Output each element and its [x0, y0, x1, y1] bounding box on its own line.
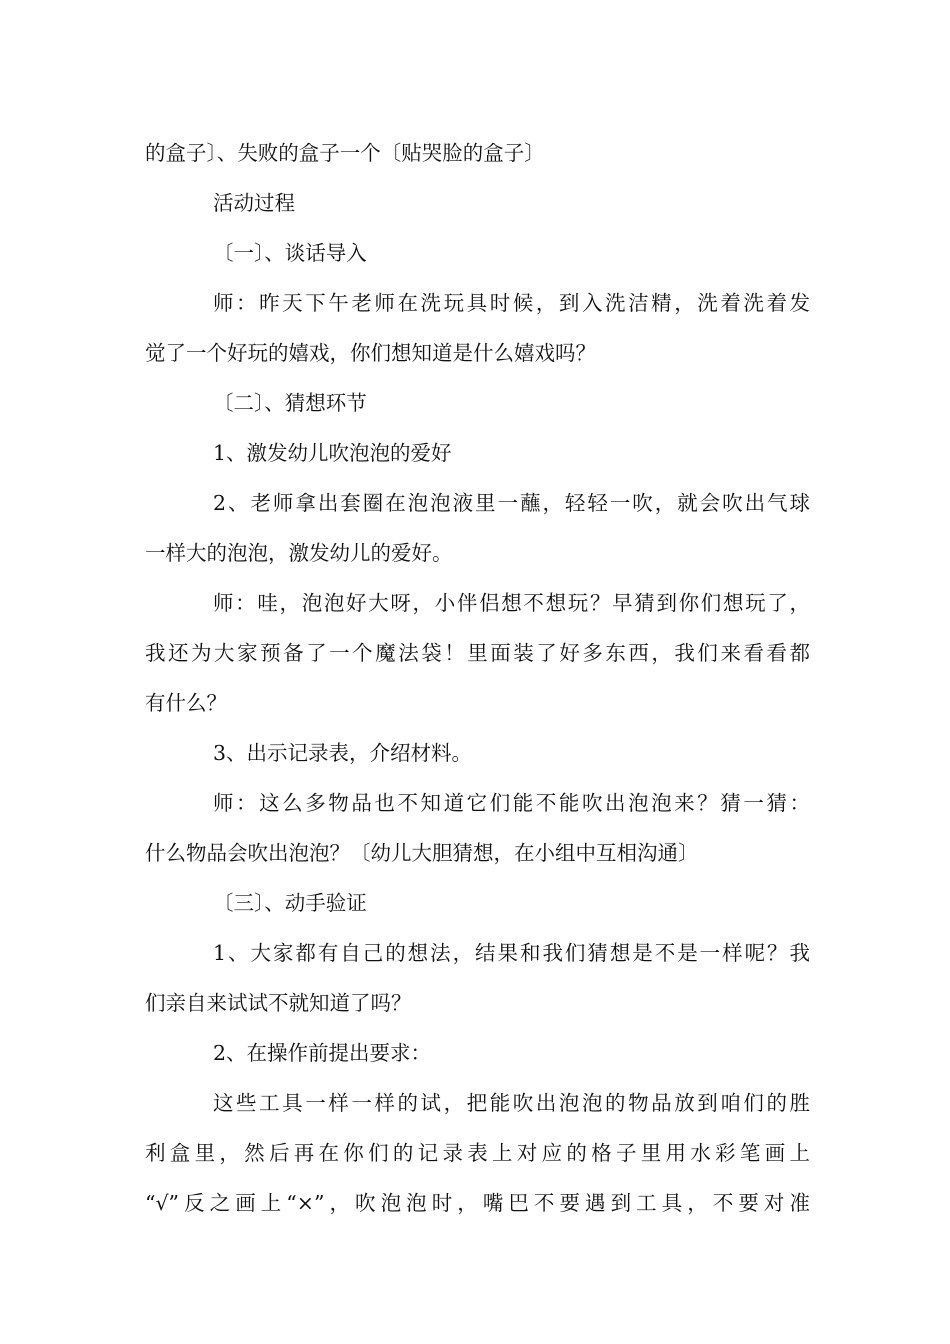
text-line: 有什么？ — [145, 691, 227, 715]
list-item: 2、老师拿出套圈在泡泡液里一蘸，轻轻一吹，就会吹出气球 — [213, 491, 810, 515]
list-item: 1、大家都有自己的想法，结果和我们猜想是不是一样呢？我 — [213, 941, 810, 965]
text-line: 利盒里，然后再在你们的记录表上对应的格子里用水彩笔画上 — [145, 1141, 810, 1165]
list-item: 3、出示记录表，介绍材料。 — [213, 741, 473, 765]
text-line: 我还为大家预备了一个魔法袋！里面装了好多东西，我们来看看都 — [145, 641, 810, 665]
subsection-heading: 〔三〕、动手验证 — [213, 891, 367, 915]
subsection-heading: 〔一〕、谈话导入 — [213, 241, 367, 265]
text-line: 什么物品会吹出泡泡？〔幼儿大胆猜想，在小组中互相沟通〕 — [145, 841, 699, 865]
text-line: 的盒子〕、失败的盒子一个〔贴哭脸的盒子〕 — [145, 141, 545, 165]
text-line: 们亲自来试试不就知道了吗？ — [145, 991, 412, 1015]
subsection-heading: 〔二〕、猜想环节 — [213, 391, 367, 415]
document-body — [145, 128, 810, 1228]
text-line: 这些工具一样一样的试，把能吹出泡泡的物品放到咱们的胜 — [213, 1091, 810, 1115]
text-line: 觉了一个好玩的嬉戏，你们想知道是什么嬉戏吗？ — [145, 341, 596, 365]
text-line: “√”反之画上“×”，吹泡泡时，嘴巴不要遇到工具，不要对准 — [145, 1191, 810, 1215]
list-item: 1、激发幼儿吹泡泡的爱好 — [213, 441, 452, 465]
list-item: 2、在操作前提出要求： — [213, 1041, 432, 1065]
text-line: 一样大的泡泡，激发幼儿的爱好。 — [145, 541, 453, 565]
text-line: 师：这么多物品也不知道它们能不能吹出泡泡来？猜一猜： — [213, 791, 810, 815]
section-heading: 活动过程 — [213, 191, 295, 215]
text-line: 师：昨天下午老师在洗玩具时候，到入洗洁精，洗着洗着发 — [213, 291, 810, 315]
text-line: 师：哇，泡泡好大呀，小伴侣想不想玩？早猜到你们想玩了， — [213, 591, 810, 615]
